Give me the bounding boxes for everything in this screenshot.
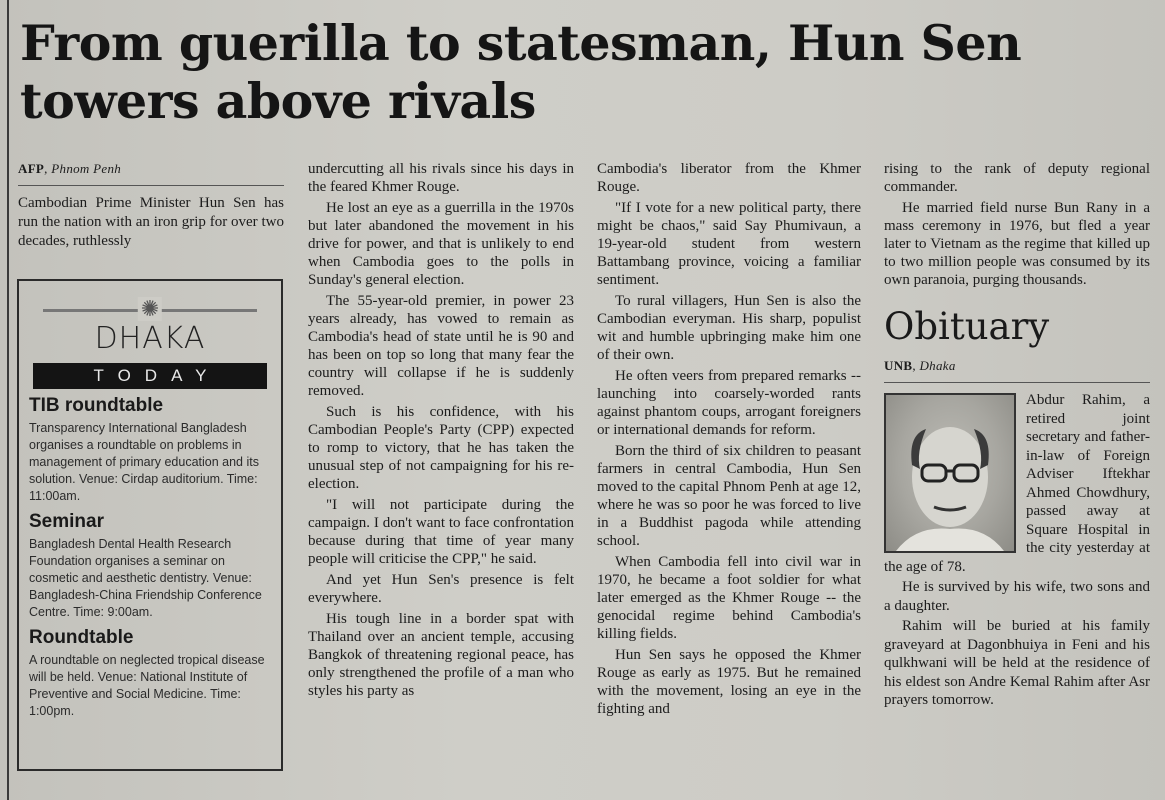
- logo-text: DHAKA: [94, 321, 206, 356]
- dhaka-logo: [29, 295, 271, 355]
- col2-paragraph: Such is his confidence, with his Cambodian People's Party (CPP) expected to romp to victory, that he has taken the unusual step of not campaigning for his re-election.: [308, 404, 574, 492]
- obituary-paragraph: Abdur Rahim, a retired joint secretary and father-in-law of Foreign Adviser Iftekhar Ahmed Chowdhury, passed away at Square Hospital in the city yesterday at the age of 78.: [884, 392, 1150, 575]
- col3-paragraph: Born the third of six children to peasant farmers in central Cambodia, Hun Sen moved to the capital Phnom Penh at age 12, where he was so poor he was forced to live in a Buddhist pagoda while attending school.: [597, 443, 861, 549]
- col3-paragraph: Cambodia's liberator from the Khmer Rouge.: [597, 161, 861, 195]
- col2-paragraph: He lost an eye as a guerrilla in the 1970s but later abandoned the movement in his drive for power, and that is unlikely to end when Cambodia goes to the polls in Sunday's general election.: [308, 200, 574, 288]
- lead-paragraph: Cambodian Prime Minister Hun Sen has run the nation with an iron grip for over two decades, ruthlessly: [18, 195, 284, 249]
- column-4-text: [884, 160, 1150, 289]
- col3-paragraph: To rural villagers, Hun Sen is also the Cambodian everyman. His sharp, populist wit and humble upbringing make him one of their own.: [597, 293, 861, 363]
- event-title: Roundtable: [29, 627, 134, 648]
- obituary-paragraph: Rahim will be buried at his family graveyard at Dagonbhuiya in Feni and his qulkhwani will be held at the residence of his eldest son Andre Kemal Rahim after Asr prayers tomorrow.: [884, 618, 1150, 708]
- col4-paragraph: He married field nurse Bun Rany in a mass ceremony in 1976, but fled a year later to Vietnam as the regime that killed up to two million people was consumed by its own paranoia, purging thousands.: [884, 200, 1150, 288]
- headline: From guerilla to statesman, Hun Sen towers above rivals: [20, 14, 1022, 130]
- event-list: [29, 395, 271, 720]
- event-title: TIB roundtable: [29, 395, 164, 416]
- col3-paragraph: Hun Sen says he opposed the Khmer Rouge as early as 1975. But he remained with the movement, losing an eye in the fighting and: [597, 647, 861, 717]
- byline: AFP, Phnom Penh: [18, 161, 122, 176]
- today-banner: TODAY: [33, 363, 267, 389]
- col3-paragraph: When Cambodia fell into civil war in 1970, he became a foot soldier for what later emerged as the Khmer Rouge -- the genocidal regime behind Cambodia's killing fields.: [597, 554, 861, 642]
- obituary-paragraph: He is survived by his wife, two sons and a daughter.: [884, 579, 1150, 614]
- obituary-rule: [884, 382, 1150, 383]
- column-1: [18, 160, 284, 251]
- col3-paragraph: He often veers from prepared remarks -- launching into coarsely-worded rants against phantom coups, arrogant foreigners or international demands for reform.: [597, 368, 861, 438]
- col2-paragraph: His tough line in a border spat with Thailand over an ancient temple, accusing Bangkok of threatening regional peace, has only strengthened the profile of a man who styles his party as: [308, 611, 574, 699]
- byline-rule: [18, 185, 284, 186]
- col4-paragraph: rising to the rank of deputy regional commander.: [884, 161, 1150, 195]
- obituary-byline-agency: UNB: [884, 358, 913, 373]
- obituary-text: [884, 391, 1150, 710]
- byline-agency: AFP: [18, 161, 45, 176]
- byline-place: Phnom Penh: [51, 161, 122, 176]
- sunburst-icon: ✺: [138, 297, 162, 321]
- col2-paragraph: The 55-year-old premier, in power 23 years already, has vowed to remain as Cambodia's head of state until he is 90 and has been on top so long that many fear the country will collapse if he is suddenly removed.: [308, 293, 574, 399]
- obituary-byline: UNB, Dhaka: [884, 358, 956, 373]
- col3-paragraph: "If I vote for a new political party, there might be chaos," said Say Phumivaun, a 19-year-old student from western Battambang province, voicing a familiar sentiment.: [597, 200, 861, 288]
- column-3: [597, 160, 861, 721]
- event-description: A roundtable on neglected tropical disease will be held. Venue: National Institute of Preventive and Social Medicine. Time: 1:00pm.: [29, 653, 265, 718]
- obituary-byline-place: Dhaka: [919, 358, 956, 373]
- column-2: [308, 160, 574, 703]
- dhaka-today-box: [17, 279, 283, 771]
- column-rule-left: [7, 0, 9, 800]
- obituary-heading: Obituary: [884, 305, 1050, 348]
- event-description: Transparency International Bangladesh organises a roundtable on problems in management of primary education and its solution. Venue: Cirdap auditorium. Time: 11:00am.: [29, 421, 259, 503]
- event-title: Seminar: [29, 511, 104, 532]
- portrait-photo: [884, 393, 1016, 553]
- column-4: [884, 160, 1150, 712]
- col2-paragraph: undercutting all his rivals since his days in the feared Khmer Rouge.: [308, 161, 574, 195]
- event-description: Bangladesh Dental Health Research Foundation organises a seminar on cosmetic and aesthetic dentistry. Venue: Bangladesh-China Friendship Conference Centre. Time: 9:00am.: [29, 537, 262, 619]
- col2-paragraph: "I will not participate during the campaign. I don't want to face confrontation because during that time of year many people will criticise the CPP," he said.: [308, 497, 574, 567]
- col2-paragraph: And yet Hun Sen's presence is felt everywhere.: [308, 572, 574, 606]
